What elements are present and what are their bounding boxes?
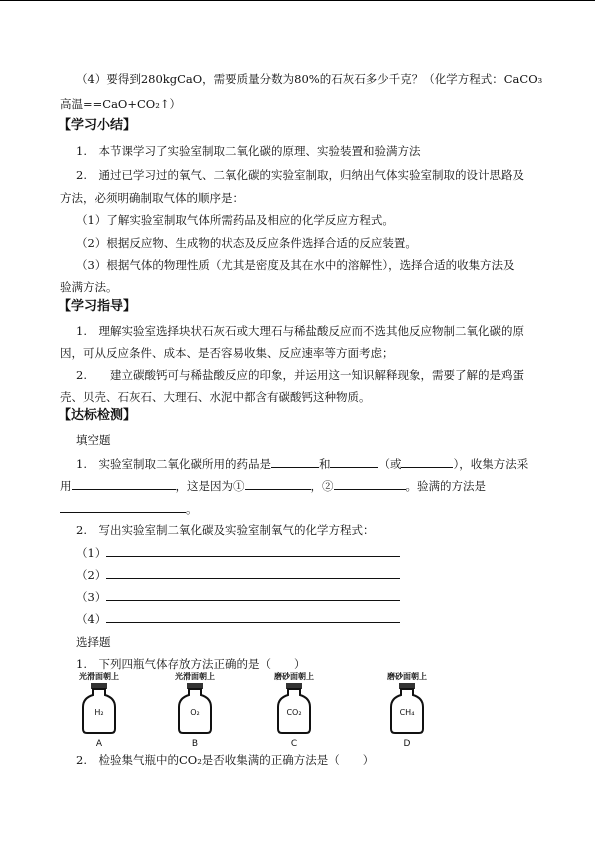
calc-question-line1: （4）要得到280kgCaO，需要质量分数为80%的石灰石多少千克？（化学方程式：CaCO₃ (76, 72, 543, 86)
bottle-d-icon (372, 671, 442, 741)
fill-q1-because: ，这是因为① (175, 479, 245, 493)
guide-item-1-line1: 1. 理解实验室选择块状石灰石或大理石与稀盐酸反应而不选其他反应物制二氧化碳的原 (76, 324, 524, 338)
equation-label-2: （2） (76, 568, 107, 582)
section-heading-test: 【达标检测】 (58, 408, 137, 423)
equation-label-3: （3） (76, 590, 107, 604)
bottle-b-letter: B (191, 739, 199, 749)
fill-blank-title: 填空题 (76, 433, 111, 447)
page-top-border (0, 0, 595, 1)
bottle-b-label: 光滑面朝上 (175, 672, 215, 681)
bottle-d-gas: CH₄ (399, 708, 415, 717)
section-heading-guide: 【学习指导】 (58, 299, 137, 314)
summary-step-1: （1）了解实验室制取气体所需药品及相应的化学反应方程式。 (76, 213, 394, 227)
blank-reagent-1[interactable] (271, 455, 319, 468)
fill-q1-and: 和 (318, 457, 331, 471)
equation-line-4[interactable] (106, 622, 400, 623)
equation-line-3[interactable] (106, 600, 400, 601)
bottle-c-gas: CO₂ (286, 708, 302, 717)
bottle-a-icon (64, 671, 134, 741)
fill-q1-check: 。验满的方法是 (405, 479, 486, 493)
bottle-b-icon (160, 671, 230, 741)
fill-q1-text-a: 1. 实验室制取二氧化碳所用的药品是 (76, 457, 271, 471)
gas-bottle-b (160, 671, 230, 751)
blank-reagent-2[interactable] (330, 455, 378, 468)
summary-step-3-line1: （3）根据气体的物理性质（尤其是密度及其在水中的溶解性），选择合适的收集方法及 (76, 258, 515, 272)
gas-bottle-a (64, 671, 134, 751)
fill-q1-two: ，② (310, 479, 334, 493)
fill-q1-end: 。 (186, 502, 198, 516)
fill-question-1-line2 (60, 477, 486, 494)
bottle-c-letter: C (290, 739, 298, 749)
blank-collect-method[interactable] (72, 477, 176, 490)
choice-question-2: 2. 检验集气瓶中的CO₂是否收集满的正确方法是（ ） (76, 753, 375, 767)
fill-question-1-line1 (76, 455, 528, 472)
bottle-a-gas: H₂ (94, 708, 104, 717)
fill-question-2: 2. 写出实验室制二氧化碳及实验室制氧气的化学方程式： (76, 523, 375, 537)
blank-reason-1[interactable] (245, 477, 311, 490)
summary-item-2-line2: 方法，必须明确制取气体的顺序是： (60, 191, 244, 205)
guide-item-2-line2: 壳、贝壳、石灰石、大理石、水泥中都含有碳酸钙这种物质。 (60, 390, 371, 404)
equation-label-1: （1） (76, 546, 107, 560)
equation-line-2[interactable] (106, 578, 400, 579)
bottle-d-label: 磨砂面朝上 (387, 672, 427, 681)
fill-q1-or: （或 (378, 457, 402, 471)
equation-line-1[interactable] (106, 556, 400, 557)
bottle-d-letter: D (403, 739, 411, 749)
summary-step-2: （2）根据反应物、生成物的状态及反应条件选择合适的反应装置。 (76, 236, 417, 250)
section-heading-summary: 【学习小结】 (58, 118, 137, 133)
bottle-a-letter: A (95, 739, 103, 749)
bottle-b-gas: O₂ (190, 708, 200, 717)
calc-question-line2: 高温==CaO+CO₂↑） (60, 97, 181, 111)
equation-label-4: （4） (76, 612, 107, 626)
fill-question-1-line3 (60, 500, 198, 517)
choice-title: 选择题 (76, 635, 111, 649)
choice-question-1: 1. 下列四瓶气体存放方法正确的是（ ） (76, 657, 306, 671)
summary-item-1: 1. 本节课学习了实验室制取二氧化碳的原理、实验装置和验满方法 (76, 144, 421, 158)
gas-bottle-c (259, 671, 329, 751)
bottle-c-label: 磨砂面朝上 (274, 672, 314, 681)
bottle-a-label: 光滑面朝上 (79, 672, 119, 681)
guide-item-1-line2: 因，可从反应条件、成本、是否容易收集、反应速率等方面考虑； (60, 346, 394, 360)
blank-reason-2[interactable] (334, 477, 406, 490)
gas-bottle-d (372, 671, 442, 751)
fill-q1-close: ），收集方法采 (453, 457, 529, 471)
blank-reagent-alt[interactable] (401, 455, 453, 468)
summary-step-3-line2: 验满方法。 (60, 280, 118, 294)
guide-item-2-line1: 2. 建立碳酸钙可与稀盐酸反应的印象，并运用这一知识解释现象，需要了解的是鸡蛋 (76, 368, 524, 382)
fill-q1-text-b: 用 (60, 479, 72, 493)
summary-item-2-line1: 2. 通过已学习过的氧气、二氧化碳的实验室制取，归纳出气体实验室制取的设计思路及 (76, 168, 524, 182)
blank-check-method[interactable] (60, 500, 186, 513)
bottle-c-icon (259, 671, 329, 741)
